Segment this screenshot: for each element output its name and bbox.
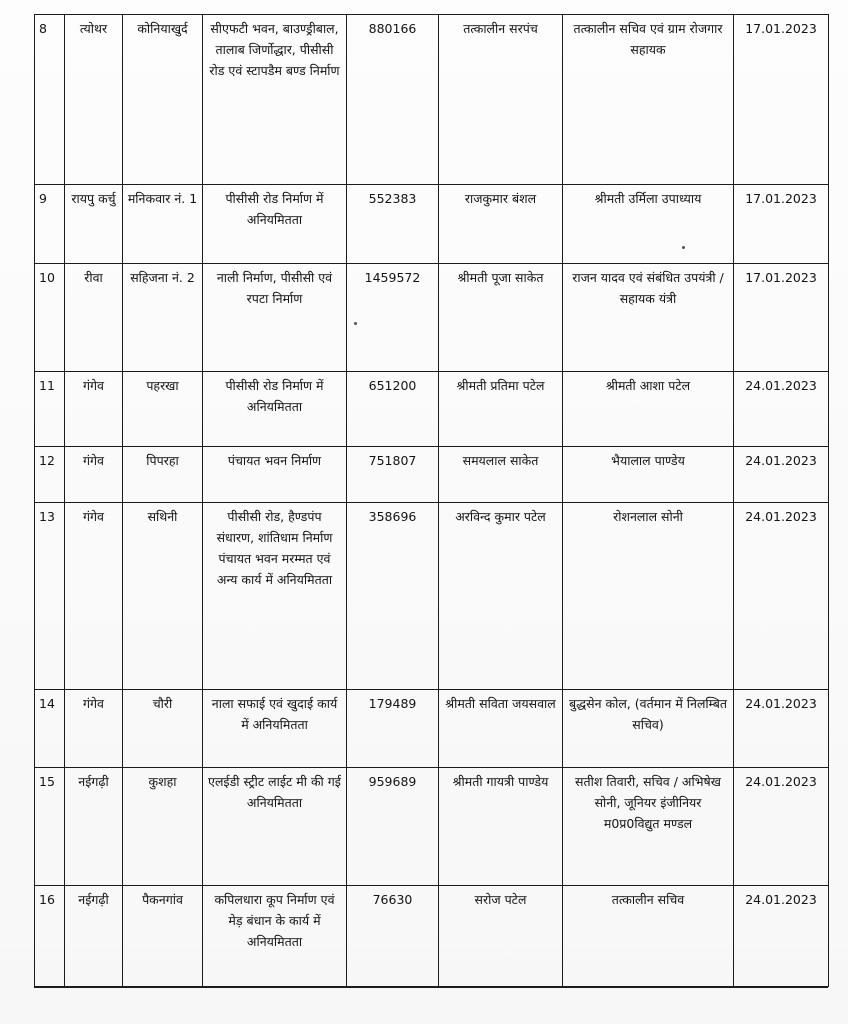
village-cell: कोनियाखुर्द: [123, 15, 203, 185]
serial-number-cell: 12: [35, 447, 65, 503]
serial-number-cell: 11: [35, 372, 65, 447]
date-cell: 24.01.2023: [734, 372, 829, 447]
responsible-officer-cell: तत्कालीन सचिव: [563, 886, 734, 987]
table-row: [35, 690, 829, 768]
amount-cell: 358696: [347, 503, 439, 690]
bottom-border-line: [34, 986, 828, 988]
block-cell: गंगेव: [65, 690, 123, 768]
date-cell: 17.01.2023: [734, 185, 829, 264]
date-cell: 24.01.2023: [734, 447, 829, 503]
amount-cell: 959689: [347, 768, 439, 886]
village-cell: पैकनगांव: [123, 886, 203, 987]
responsible-officer-cell: राजन यादव एवं संबंधित उपयंत्री / सहायक यंत्री: [563, 264, 734, 372]
block-cell: गंगेव: [65, 503, 123, 690]
sarpanch-cell: श्रीमती प्रतिमा पटेल: [439, 372, 563, 447]
serial-number-cell: 13: [35, 503, 65, 690]
serial-number-cell: 14: [35, 690, 65, 768]
block-cell: गंगेव: [65, 372, 123, 447]
village-cell: चौरी: [123, 690, 203, 768]
work-description-cell: एलईडी स्ट्रीट लाईट मी की गई अनियमितता: [203, 768, 347, 886]
work-description-cell: कपिलधारा कूप निर्माण एवं मेड़ बंधान के कार्य में अनियमितता: [203, 886, 347, 987]
serial-number-cell: 15: [35, 768, 65, 886]
amount-cell: 179489: [347, 690, 439, 768]
date-cell: 24.01.2023: [734, 886, 829, 987]
serial-number-cell: 9: [35, 185, 65, 264]
table-row: [35, 372, 829, 447]
block-cell: त्योथर: [65, 15, 123, 185]
work-description-cell: पीसीसी रोड निर्माण में अनियमितता: [203, 185, 347, 264]
work-description-cell: पीसीसी रोड निर्माण में अनियमितता: [203, 372, 347, 447]
village-cell: पिपरहा: [123, 447, 203, 503]
serial-number-cell: 10: [35, 264, 65, 372]
sarpanch-cell: श्रीमती सविता जयसवाल: [439, 690, 563, 768]
amount-cell: 552383: [347, 185, 439, 264]
sarpanch-cell: अरविन्द कुमार पटेल: [439, 503, 563, 690]
amount-cell: 651200: [347, 372, 439, 447]
sarpanch-cell: राजकुमार बंशल: [439, 185, 563, 264]
amount-cell: 751807: [347, 447, 439, 503]
sarpanch-cell: समयलाल साकेत: [439, 447, 563, 503]
responsible-officer-cell: सतीश तिवारी, सचिव / अभिषेख सोनी, जूनियर इंजीनियर म0प्र0विद्युत मण्डल: [563, 768, 734, 886]
date-cell: 24.01.2023: [734, 768, 829, 886]
village-cell: पहरखा: [123, 372, 203, 447]
work-description-cell: नाली निर्माण, पीसीसी एवं रपटा निर्माण: [203, 264, 347, 372]
serial-number-cell: 8: [35, 15, 65, 185]
work-description-cell: पीसीसी रोड, हैण्डपंप संधारण, शांतिधाम निर्माण पंचायत भवन मरम्मत एवं अन्य कार्य में अनियमितता: [203, 503, 347, 690]
table-row: [35, 768, 829, 886]
block-cell: रीवा: [65, 264, 123, 372]
responsible-officer-cell: बुद्धसेन कोल, (वर्तमान में निलम्बित सचिव): [563, 690, 734, 768]
scan-speck: [354, 322, 357, 325]
table-row: [35, 886, 829, 987]
sarpanch-cell: श्रीमती गायत्री पाण्डेय: [439, 768, 563, 886]
table-row: [35, 447, 829, 503]
responsible-officer-cell: भैयालाल पाण्डेय: [563, 447, 734, 503]
amount-cell: 76630: [347, 886, 439, 987]
block-cell: नईगढ़ी: [65, 768, 123, 886]
sarpanch-cell: सरोज पटेल: [439, 886, 563, 987]
work-description-cell: सीएफटी भवन, बाउण्ड्रीबाल, तालाब जिर्णोद्धार, पीसीसी रोड एवं स्टापडैम बण्ड निर्माण: [203, 15, 347, 185]
sarpanch-cell: तत्कालीन सरपंच: [439, 15, 563, 185]
scan-speck: [682, 246, 685, 249]
village-cell: मनिकवार नं. 1: [123, 185, 203, 264]
table-row: [35, 264, 829, 372]
amount-cell: 1459572: [347, 264, 439, 372]
block-cell: गंगेव: [65, 447, 123, 503]
block-cell: रायपु कर्चु: [65, 185, 123, 264]
village-cell: सथिनी: [123, 503, 203, 690]
village-cell: कुशहा: [123, 768, 203, 886]
serial-number-cell: 16: [35, 886, 65, 987]
amount-cell: 880166: [347, 15, 439, 185]
work-description-cell: पंचायत भवन निर्माण: [203, 447, 347, 503]
date-cell: 17.01.2023: [734, 264, 829, 372]
responsible-officer-cell: तत्कालीन सचिव एवं ग्राम रोजगार सहायक: [563, 15, 734, 185]
table-row: [35, 185, 829, 264]
sarpanch-cell: श्रीमती पूजा साकेत: [439, 264, 563, 372]
block-cell: नईगढ़ी: [65, 886, 123, 987]
responsible-officer-cell: रोशनलाल सोनी: [563, 503, 734, 690]
table-row: [35, 503, 829, 690]
date-cell: 17.01.2023: [734, 15, 829, 185]
date-cell: 24.01.2023: [734, 690, 829, 768]
responsible-officer-cell: श्रीमती आशा पटेल: [563, 372, 734, 447]
village-cell: सहिजना नं. 2: [123, 264, 203, 372]
inquiry-records-table: [34, 14, 829, 987]
responsible-officer-cell: श्रीमती उर्मिला उपाध्याय: [563, 185, 734, 264]
date-cell: 24.01.2023: [734, 503, 829, 690]
work-description-cell: नाला सफाई एवं खुदाई कार्य में अनियमितता: [203, 690, 347, 768]
table-row: [35, 15, 829, 185]
